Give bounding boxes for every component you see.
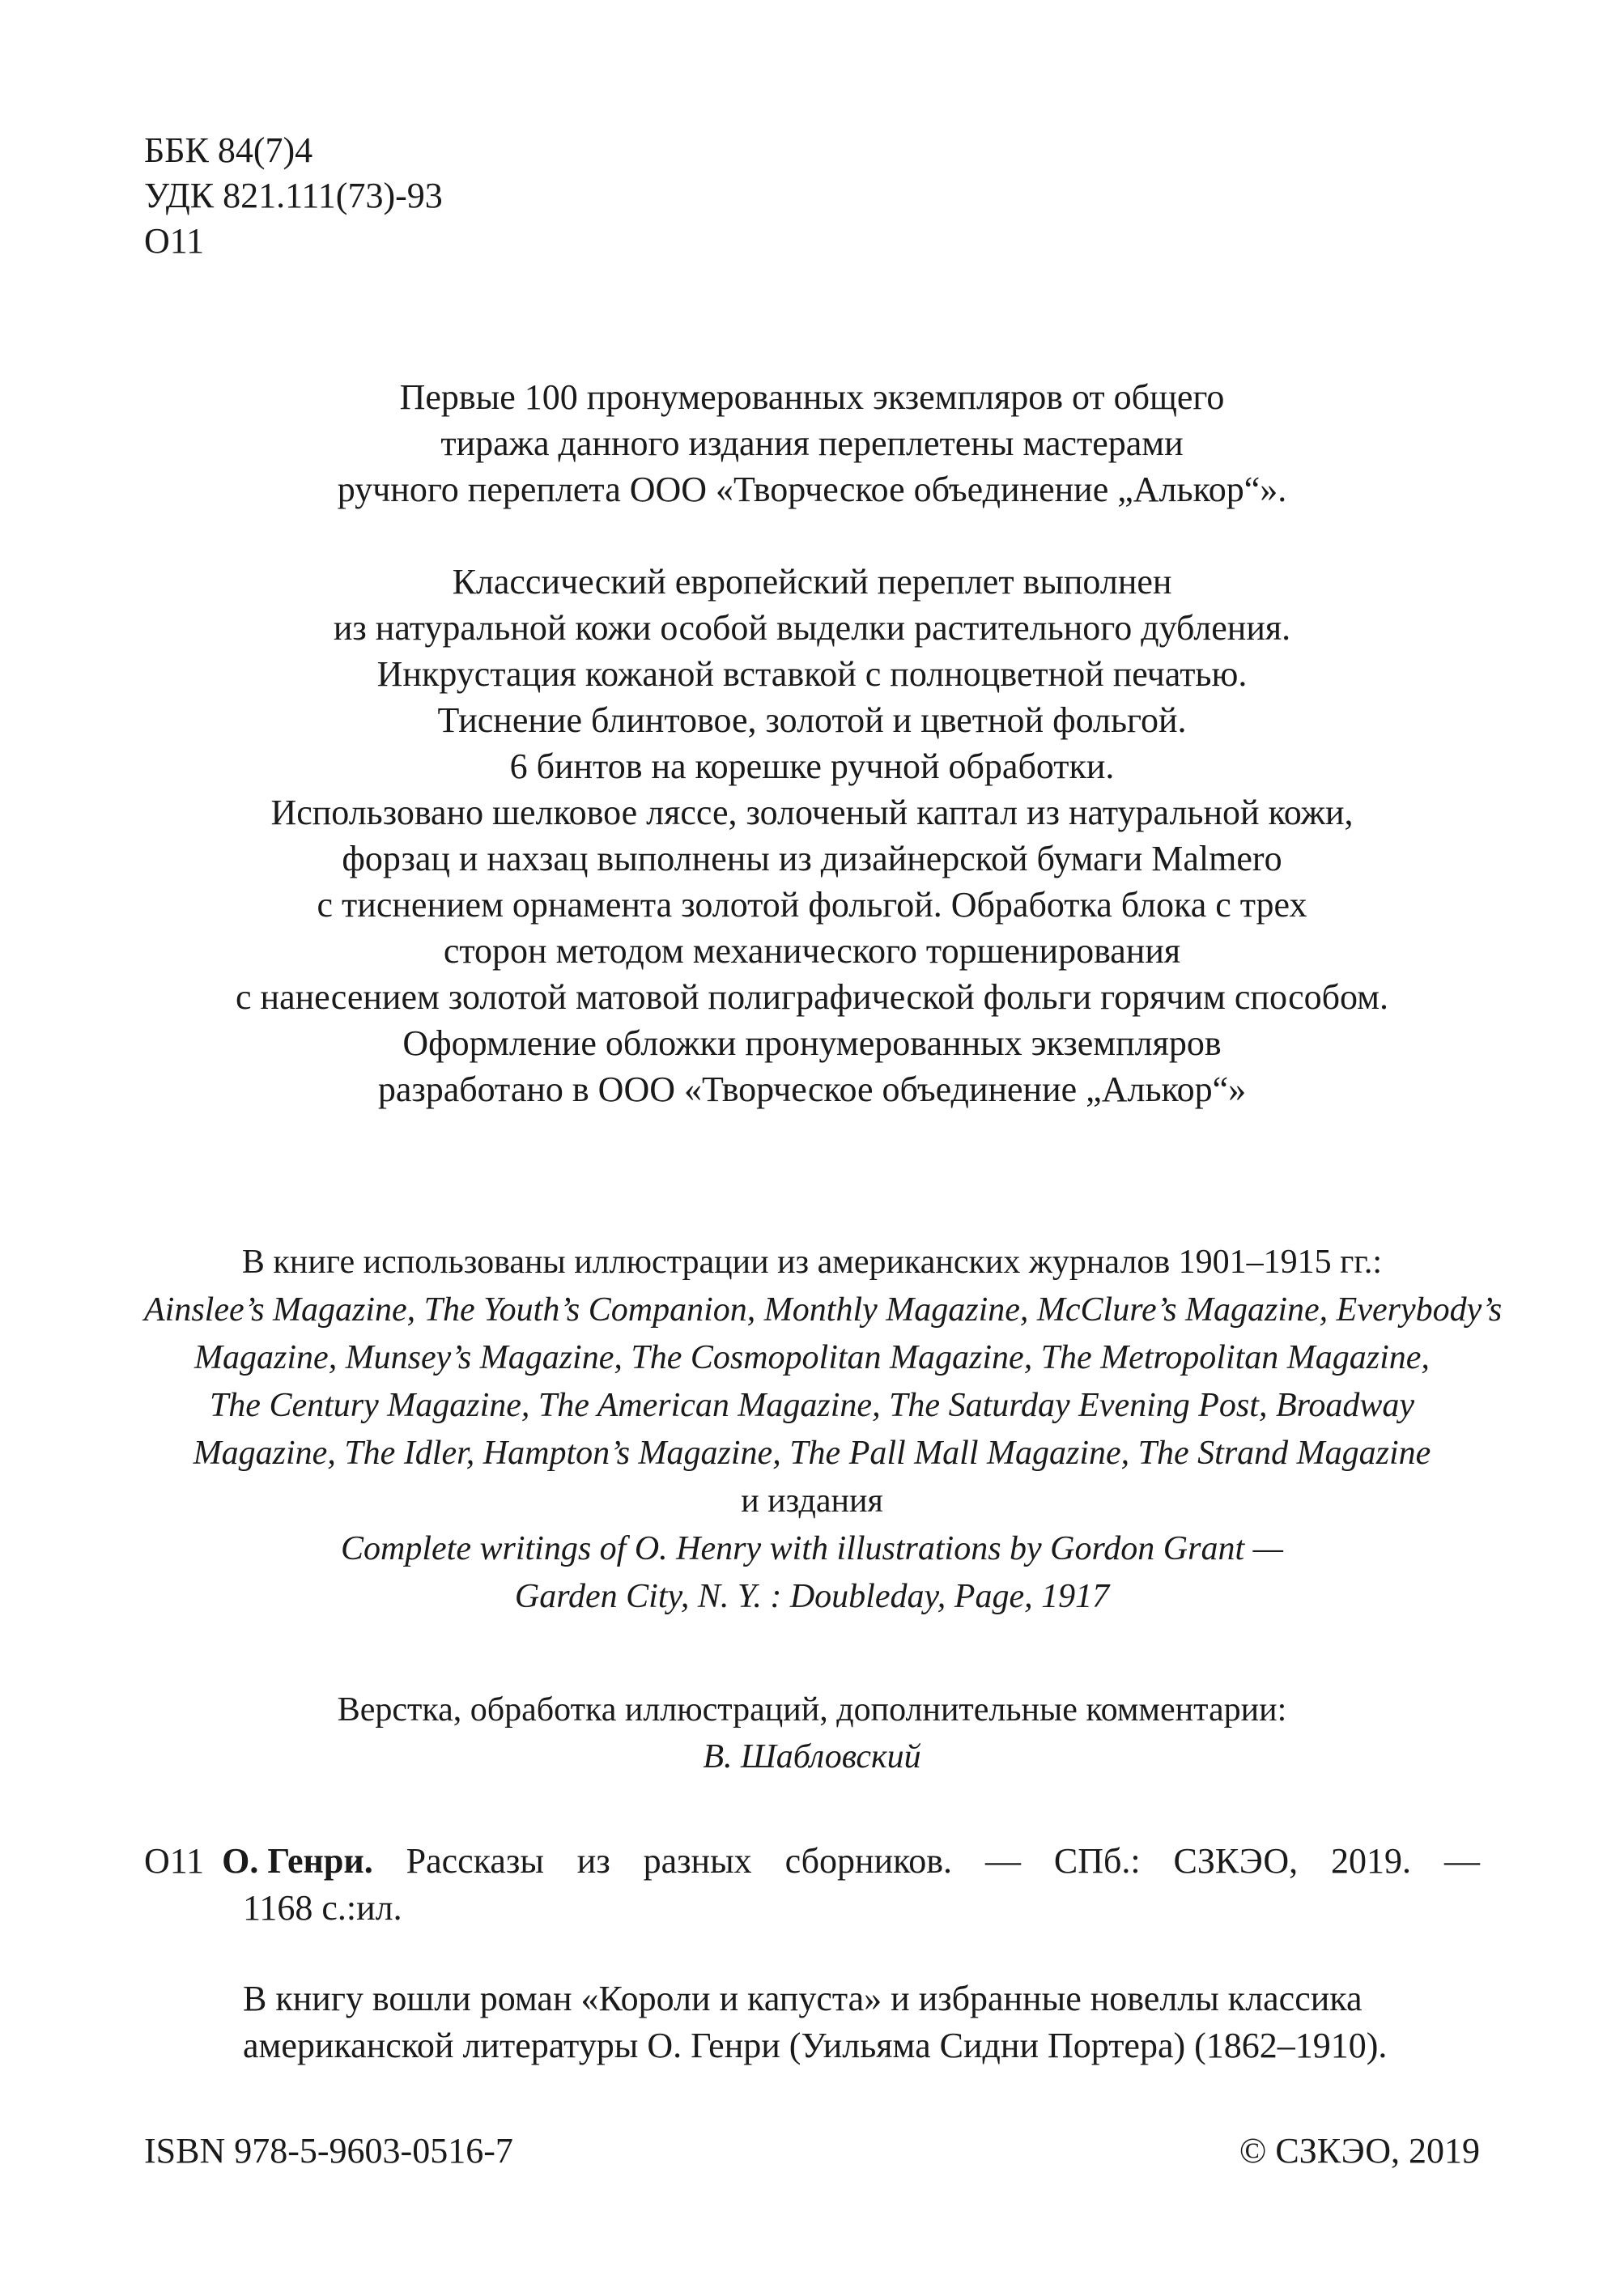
binding-line: Оформление обложки пронумерованных экземпляров [402, 1023, 1222, 1063]
isbn: ISBN 978-5-9603-0516-7 [144, 2131, 513, 2171]
author-mark: О11 [144, 221, 205, 261]
binding-line: сторон методом механического торшенирования [443, 931, 1181, 971]
illustrations-intro: В книге использованы иллюстрации из американских журналов 1901–1915 гг.: [241, 1244, 1383, 1281]
bibliographic-entry [144, 1838, 1480, 1932]
binding-line: разработано в ООО «Творческое объединение „Алькор“» [377, 1069, 1247, 1109]
binding-line: Инкрустация кожаной вставкой с полноцветной печатью. [376, 654, 1248, 694]
biblio-word: сборников. [784, 1841, 953, 1881]
layout-credit-name: В. Шабловский [703, 1738, 921, 1775]
biblio-word: 2019. [1331, 1841, 1412, 1881]
print-run-line: ручного переплета ООО «Творческое объединение „Алькор“». [337, 470, 1287, 509]
annotation [144, 1975, 1480, 2069]
biblio-word: — [1443, 1841, 1480, 1881]
biblio-word: — [984, 1841, 1021, 1881]
binding-line: с нанесением золотой матовой полиграфической фольги горячим способом. [236, 977, 1388, 1017]
and-edition: и издания [741, 1482, 883, 1520]
magazines-line: Ainslee’s Magazine, The Youth’s Companion, Monthly Magazine, McClure’s Magazine, Everybody’s [144, 1291, 1503, 1329]
edition-line: Complete writings of O. Henry with illustrations by Gordon Grant — [341, 1530, 1283, 1567]
print-run-line: тиража данного издания переплетены мастерами [440, 423, 1184, 463]
binding-line: форзац и нахзац выполнены из дизайнерской бумаги Malmero [342, 839, 1282, 878]
biblio-author: О. Генри. [222, 1841, 373, 1881]
binding-line: из натуральной кожи особой выделки растительного дубления. [333, 608, 1291, 648]
layout-credit [144, 1686, 1480, 1780]
biblio-word: СЗКЭО, [1173, 1841, 1299, 1881]
print-run-note [144, 374, 1480, 512]
magazines-line: The Century Magazine, The American Magazine, The Saturday Evening Post, Broadway [209, 1387, 1415, 1424]
binding-line: Использовано шелковое ляссе, золоченый каптал из натуральной кожи, [270, 793, 1354, 832]
binding-line: с тиснением орнамента золотой фольгой. Обработка блока с трех [317, 885, 1307, 925]
page-footer [144, 2128, 1480, 2175]
magazines-line: Magazine, The Idler, Hampton’s Magazine, The Pall Mall Magazine, The Strand Magazine [193, 1435, 1431, 1472]
biblio-mark: О11 О. Генри. [144, 1841, 373, 1881]
biblio-first-line [144, 1838, 1480, 1885]
classification-codes [144, 128, 443, 264]
biblio-title: Рассказы [406, 1841, 544, 1881]
binding-line: 6 бинтов на корешке ручной обработки. [509, 746, 1115, 786]
biblio-pages: 1168 с.:ил. [243, 1888, 402, 1928]
copyright: © СЗКЭО, 2019 [1239, 2131, 1480, 2171]
layout-credit-label: Верстка, обработка иллюстраций, дополнительные комментарии: [337, 1691, 1287, 1729]
illustrations-note [144, 1239, 1503, 1621]
biblio-word: из [576, 1841, 610, 1881]
annotation-line: В книгу вошли роман «Короли и капуста» и избранные новеллы классика [243, 1979, 1363, 2018]
bbk-code: ББК 84(7)4 [144, 130, 313, 170]
binding-description [144, 559, 1480, 1112]
edition-line: Garden City, N. Y. : Doubleday, Page, 1917 [514, 1578, 1110, 1615]
biblio-word: разных [643, 1841, 752, 1881]
biblio-word: СПб.: [1053, 1841, 1141, 1881]
binding-line: Тиснение блинтовое, золотой и цветной фольгой. [437, 700, 1187, 740]
magazines-line: Magazine, Munsey’s Magazine, The Cosmopolitan Magazine, The Metropolitan Magazine, [194, 1339, 1430, 1376]
annotation-line: американской литературы О. Генри (Уильяма Сидни Портера) (1862–1910). [243, 2026, 1388, 2065]
print-run-line: Первые 100 пронумерованных экземпляров от общего [399, 377, 1225, 417]
udk-code: УДК 821.111(73)-93 [144, 176, 443, 215]
binding-line: Классический европейский переплет выполнен [452, 562, 1172, 602]
